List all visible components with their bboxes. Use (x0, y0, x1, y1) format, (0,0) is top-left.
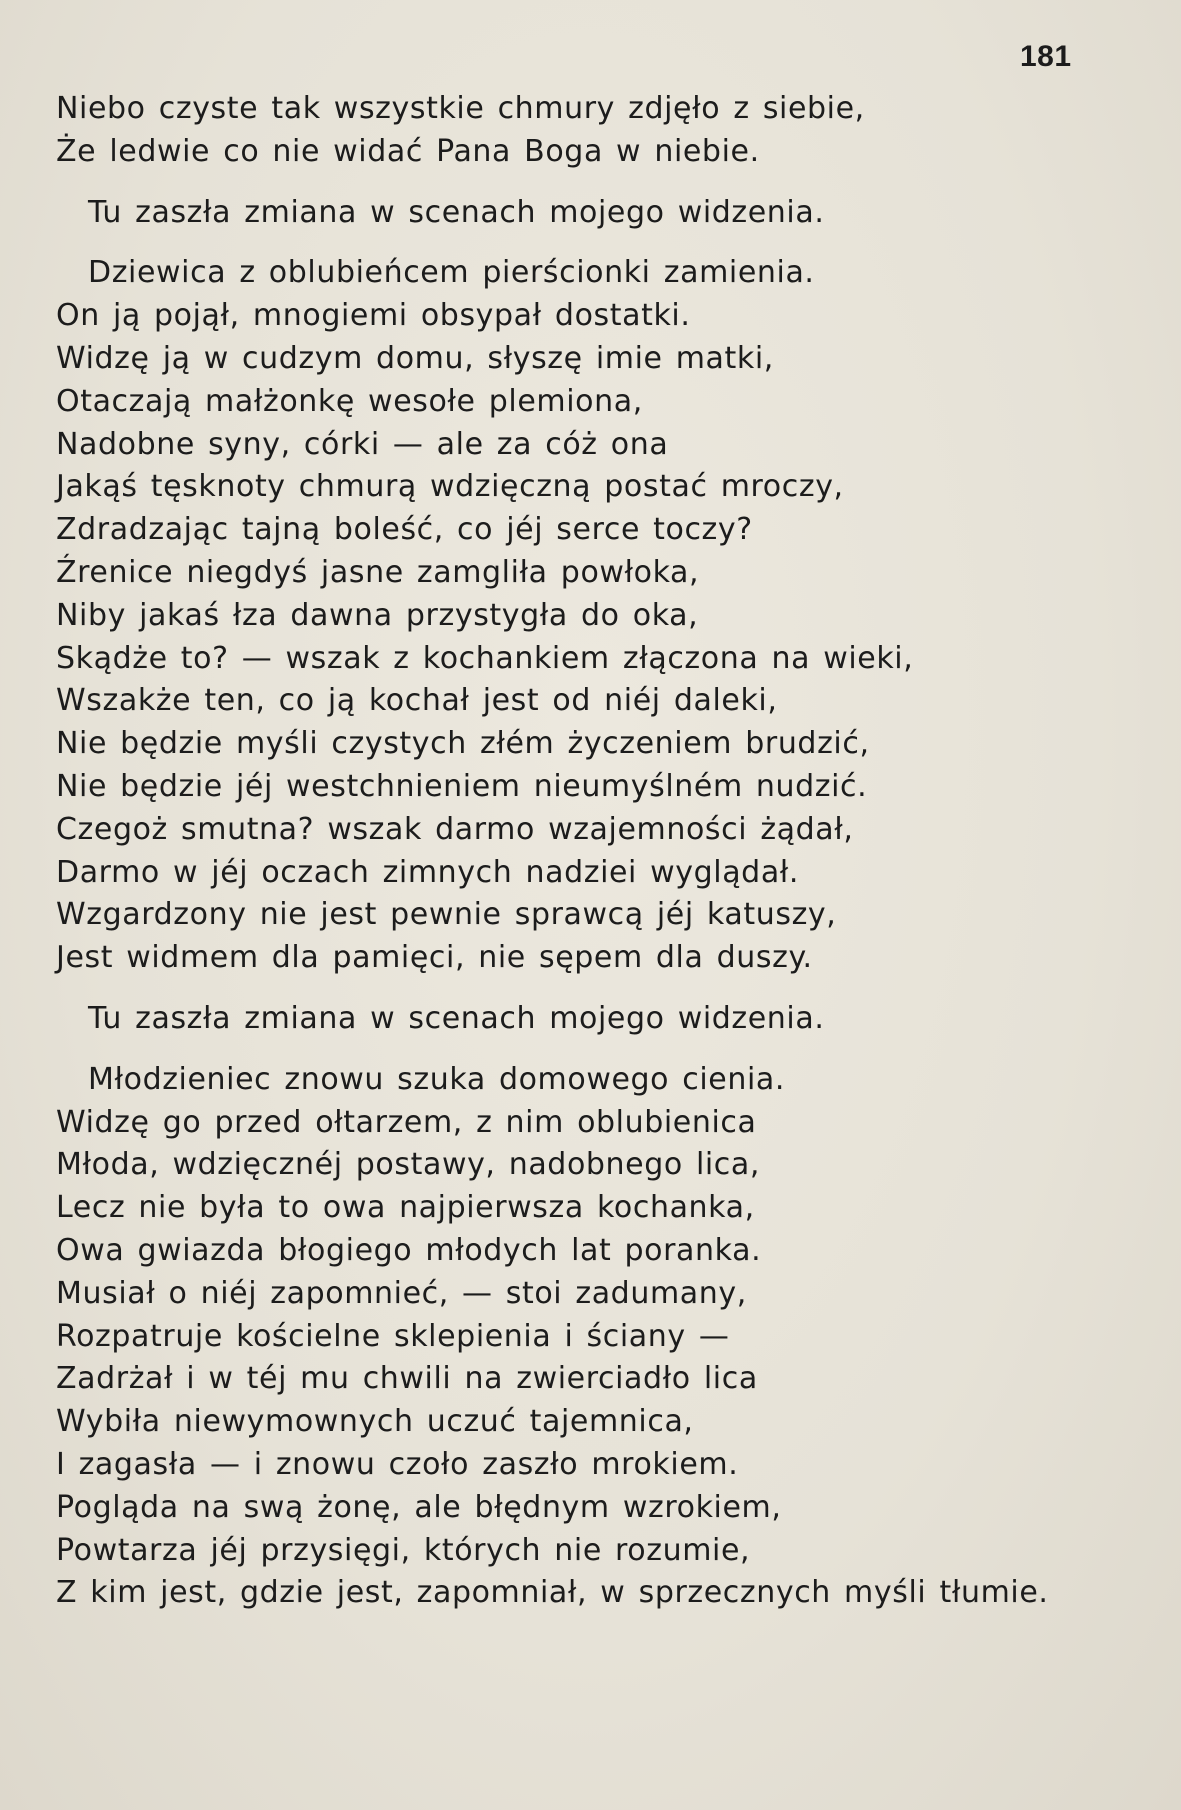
poem-text (56, 88, 1136, 1615)
verse-line: Tu zaszła zmiana w scenach mojego widzenia. (88, 194, 825, 230)
stanza (56, 252, 1136, 980)
page-number: 181 (1020, 40, 1072, 73)
verse-line: On ją pojął, mnogiemi obsypał dostatki. (56, 298, 691, 334)
verse-line: Musiał o niéj zapomnieć, — stoi zadumany, (56, 1275, 747, 1311)
verse-line: Z kim jest, gdzie jest, zapomniał, w sprzecznych myśli tłumie. (56, 1575, 1049, 1611)
verse-line: I zagasła — i znowu czoło zaszło mrokiem. (56, 1446, 739, 1482)
stanza (56, 1059, 1136, 1615)
verse-line: Pogląda na swą żonę, ale błędnym wzrokiem, (56, 1489, 782, 1525)
verse-line: Wszakże ten, co ją kochał jest od niéj daleki, (56, 683, 778, 719)
verse-line: Dziewica z oblubieńcem pierścionki zamienia. (88, 255, 815, 291)
verse-line: Nie będzie myśli czystych złém życzeniem brudzić, (56, 726, 870, 762)
verse-line: Czegoż smutna? wszak darmo wzajemności żądał, (56, 811, 854, 847)
refrain (56, 998, 1136, 1041)
verse-line: Otaczają małżonkę wesołe plemiona, (56, 383, 643, 419)
refrain (56, 192, 1136, 235)
verse-line: Jest widmem dla pamięci, nie sępem dla duszy. (56, 940, 813, 976)
verse-line: Niebo czyste tak wszystkie chmury zdjęło z siebie, (56, 91, 865, 126)
verse-line: Jakąś tęsknoty chmurą wdzięczną postać mroczy, (56, 469, 844, 505)
verse-line: Zadrżał i w téj mu chwili na zwierciadło lica (56, 1361, 758, 1397)
verse-line: Że ledwie co nie widać Pana Boga w niebie. (56, 133, 760, 169)
verse-line: Darmo w jéj oczach zimnych nadziei wyglądał. (56, 854, 800, 890)
verse-line: Owa gwiazda błogiego młodych lat poranka. (56, 1232, 762, 1268)
stanza (56, 88, 1136, 174)
verse-line: Rozpatruje kościelne sklepienia i ściany — (56, 1318, 730, 1354)
verse-line: Powtarza jéj przysięgi, których nie rozumie, (56, 1532, 751, 1568)
verse-line: Wybiła niewymownych uczuć tajemnica, (56, 1404, 694, 1440)
verse-line: Nie będzie jéj westchnieniem nieumyślném nudzić. (56, 768, 868, 804)
verse-line: Lecz nie była to owa najpierwsza kochanka, (56, 1190, 755, 1226)
verse-line: Skądże to? — wszak z kochankiem złączona na wieki, (56, 640, 914, 676)
verse-line: Niby jakaś łza dawna przystygła do oka, (56, 597, 699, 633)
verse-line: Wzgardzony nie jest pewnie sprawcą jéj katuszy, (56, 897, 837, 933)
verse-line: Młoda, wdzięcznéj postawy, nadobnego lica, (56, 1147, 761, 1183)
verse-line: Tu zaszła zmiana w scenach mojego widzenia. (88, 1000, 825, 1036)
verse-line: Nadobne syny, córki — ale za cóż ona (56, 426, 669, 462)
verse-line: Zdradzając tajną boleść, co jéj serce toczy? (56, 512, 753, 548)
verse-line: Źrenice niegdyś jasne zamgliła powłoka, (56, 554, 700, 590)
verse-line: Młodzieniec znowu szuka domowego cienia. (88, 1061, 785, 1097)
verse-line: Widzę ją w cudzym domu, słyszę imie matki, (56, 340, 774, 376)
verse-line: Widzę go przed ołtarzem, z nim oblubienica (56, 1104, 757, 1140)
